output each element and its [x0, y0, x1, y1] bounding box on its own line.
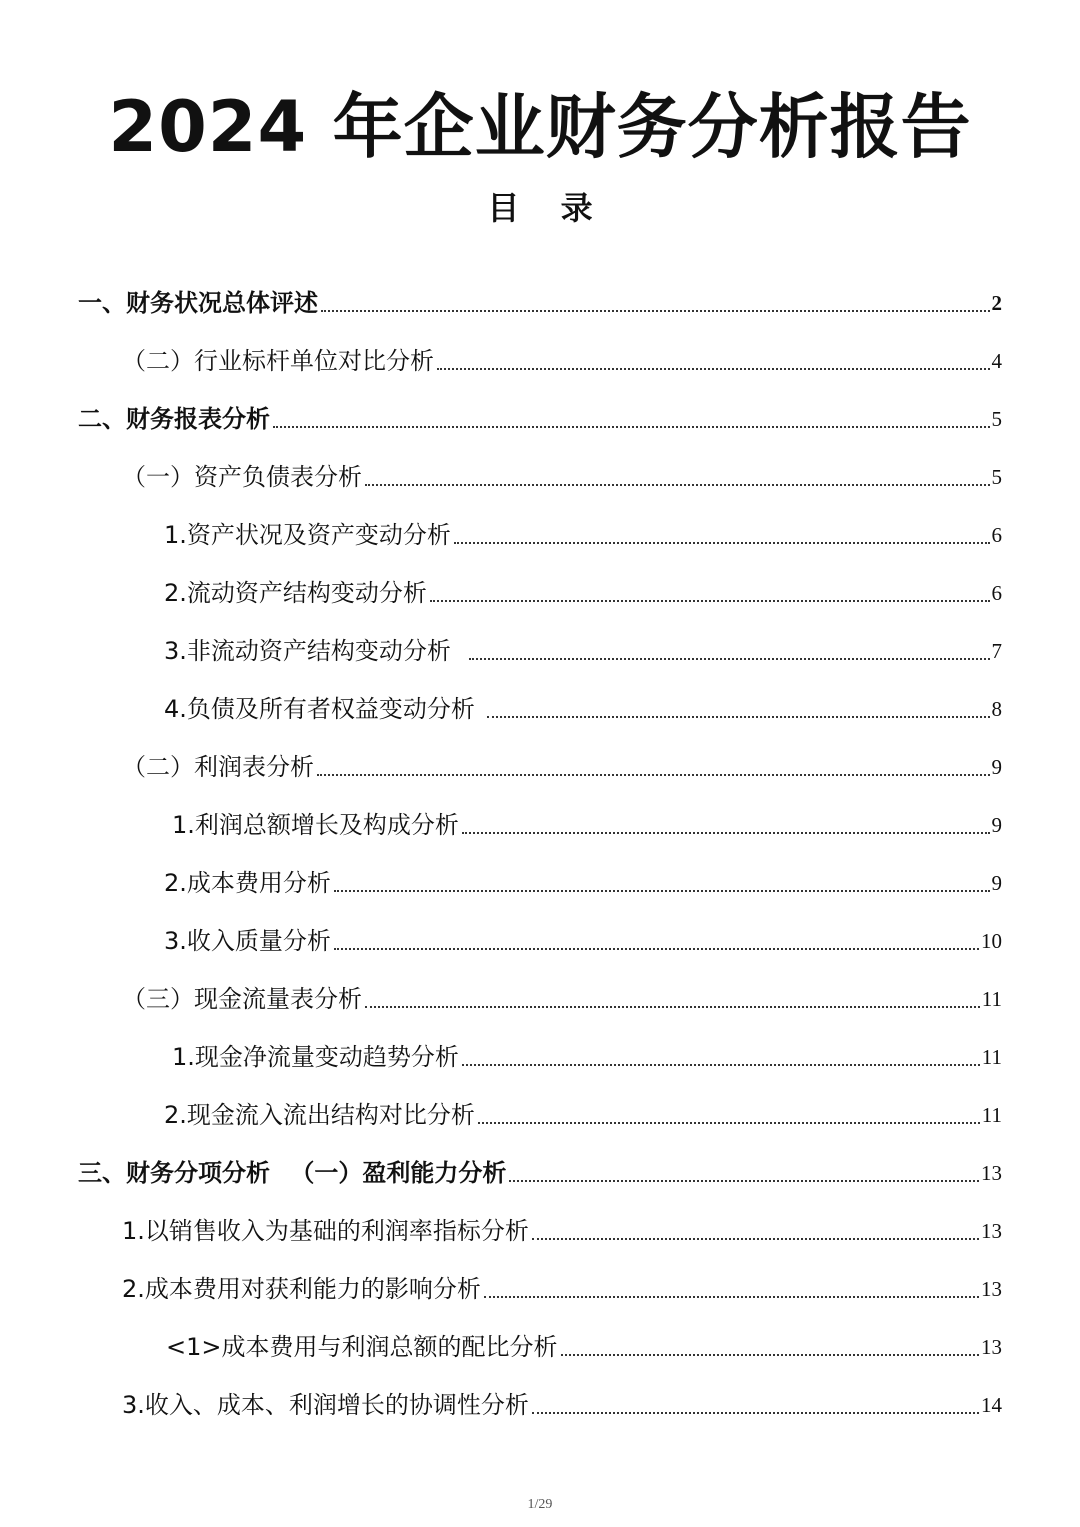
toc-entry[interactable]	[122, 338, 1002, 378]
toc-entry[interactable]	[122, 454, 1002, 494]
toc-entry-page: 13	[981, 1219, 1002, 1243]
toc-entry-page: 6	[991, 581, 1002, 605]
toc-entry-page: 10	[981, 929, 1002, 953]
toc-dot-leader	[462, 831, 990, 834]
toc-entry[interactable]	[78, 1150, 1002, 1190]
toc-entry-title: 二、财务报表分析	[78, 405, 270, 433]
toc-dot-leader	[334, 889, 990, 892]
toc-dot-leader	[321, 309, 990, 312]
toc-entry-title: 1.现金净流量变动趋势分析	[172, 1043, 459, 1071]
toc-entry[interactable]	[172, 802, 1002, 842]
toc-entry-title: （二）利润表分析	[122, 753, 314, 781]
toc-entry-title: <1>成本费用与利润总额的配比分析	[166, 1333, 558, 1361]
toc-entry[interactable]	[164, 860, 1002, 900]
toc-entry-page: 4	[991, 349, 1002, 373]
toc-entry-title: 3.非流动资产结构变动分析	[164, 637, 451, 665]
toc-entry-title: 3.收入、成本、利润增长的协调性分析	[122, 1391, 529, 1419]
toc-dot-leader	[532, 1411, 979, 1414]
toc-entry-page: 9	[991, 813, 1002, 837]
toc-entry[interactable]	[166, 1324, 1002, 1364]
toc-entry-title: 3.收入质量分析	[164, 927, 331, 955]
page-indicator: 1/29	[527, 1497, 553, 1512]
toc-entry-title: 三、财务分项分析 （一）盈利能力分析	[78, 1159, 507, 1187]
toc-entry[interactable]	[78, 280, 1002, 320]
toc-entry-page: 13	[981, 1335, 1002, 1359]
toc-entry-title: 2.流动资产结构变动分析	[164, 579, 427, 607]
toc-entry-page: 2	[991, 291, 1002, 315]
toc-dot-leader	[334, 947, 979, 950]
toc-dot-leader	[509, 1179, 979, 1182]
toc-dot-leader	[365, 483, 990, 486]
toc-dot-leader	[532, 1237, 979, 1240]
toc-entry[interactable]	[78, 396, 1002, 436]
toc-entry[interactable]	[164, 1092, 1002, 1132]
toc-entry-page: 11	[981, 987, 1002, 1011]
toc-entry-title: 1.利润总额增长及构成分析	[172, 811, 459, 839]
document-title: 2024 年企业财务分析报告	[108, 86, 972, 168]
toc-entry[interactable]	[122, 1382, 1002, 1422]
toc-entry[interactable]	[164, 918, 1002, 958]
toc-dot-leader	[430, 599, 990, 602]
toc-entry-title: （二）行业标杆单位对比分析	[122, 347, 434, 375]
toc-entry-page: 5	[991, 407, 1002, 431]
toc-dot-leader	[462, 1063, 980, 1066]
toc-entry[interactable]	[164, 570, 1002, 610]
toc-entry-title: 2.成本费用分析	[164, 869, 331, 897]
toc-entry-page: 9	[991, 871, 1002, 895]
toc-entry-page: 5	[991, 465, 1002, 489]
toc-entry-page: 11	[981, 1045, 1002, 1069]
toc-entry-title: （一）资产负债表分析	[122, 463, 362, 491]
toc-entry-title: 2.成本费用对获利能力的影响分析	[122, 1275, 481, 1303]
toc-entry-page: 6	[991, 523, 1002, 547]
toc-entry-title: 4.负债及所有者权益变动分析	[164, 695, 475, 723]
toc-entry-title: 2.现金流入流出结构对比分析	[164, 1101, 475, 1129]
toc-entry-page: 8	[991, 697, 1002, 721]
toc-entry-title: 一、财务状况总体评述	[78, 289, 318, 317]
toc-entry[interactable]	[122, 1266, 1002, 1306]
toc-dot-leader	[454, 541, 990, 544]
toc-entry-page: 13	[981, 1277, 1002, 1301]
toc-dot-leader	[487, 715, 990, 718]
toc-entry-page: 9	[991, 755, 1002, 779]
toc-entry[interactable]	[122, 976, 1002, 1016]
toc-entry-title: 1.以销售收入为基础的利润率指标分析	[122, 1217, 529, 1245]
toc-entry[interactable]	[164, 628, 1002, 668]
toc-entry-page: 13	[981, 1161, 1002, 1185]
toc-dot-leader	[365, 1005, 980, 1008]
toc-dot-leader	[484, 1295, 979, 1298]
toc-dot-leader	[469, 657, 990, 660]
toc-entry[interactable]	[164, 512, 1002, 552]
toc-entry[interactable]	[122, 744, 1002, 784]
toc-dot-leader	[437, 367, 990, 370]
toc-dot-leader	[478, 1121, 980, 1124]
toc-dot-leader	[561, 1353, 980, 1356]
toc-heading: 目 录	[487, 189, 593, 227]
toc-entry[interactable]	[164, 686, 1002, 726]
toc-dot-leader	[273, 425, 990, 428]
toc-dot-leader	[317, 773, 990, 776]
toc-entry[interactable]	[122, 1208, 1002, 1248]
toc-entry-page: 7	[991, 639, 1002, 663]
toc-entry-page: 11	[981, 1103, 1002, 1127]
toc-entry[interactable]	[172, 1034, 1002, 1074]
toc-entry-title: （三）现金流量表分析	[122, 985, 362, 1013]
toc-entry-title: 1.资产状况及资产变动分析	[164, 521, 451, 549]
toc-entry-page: 14	[981, 1393, 1002, 1417]
